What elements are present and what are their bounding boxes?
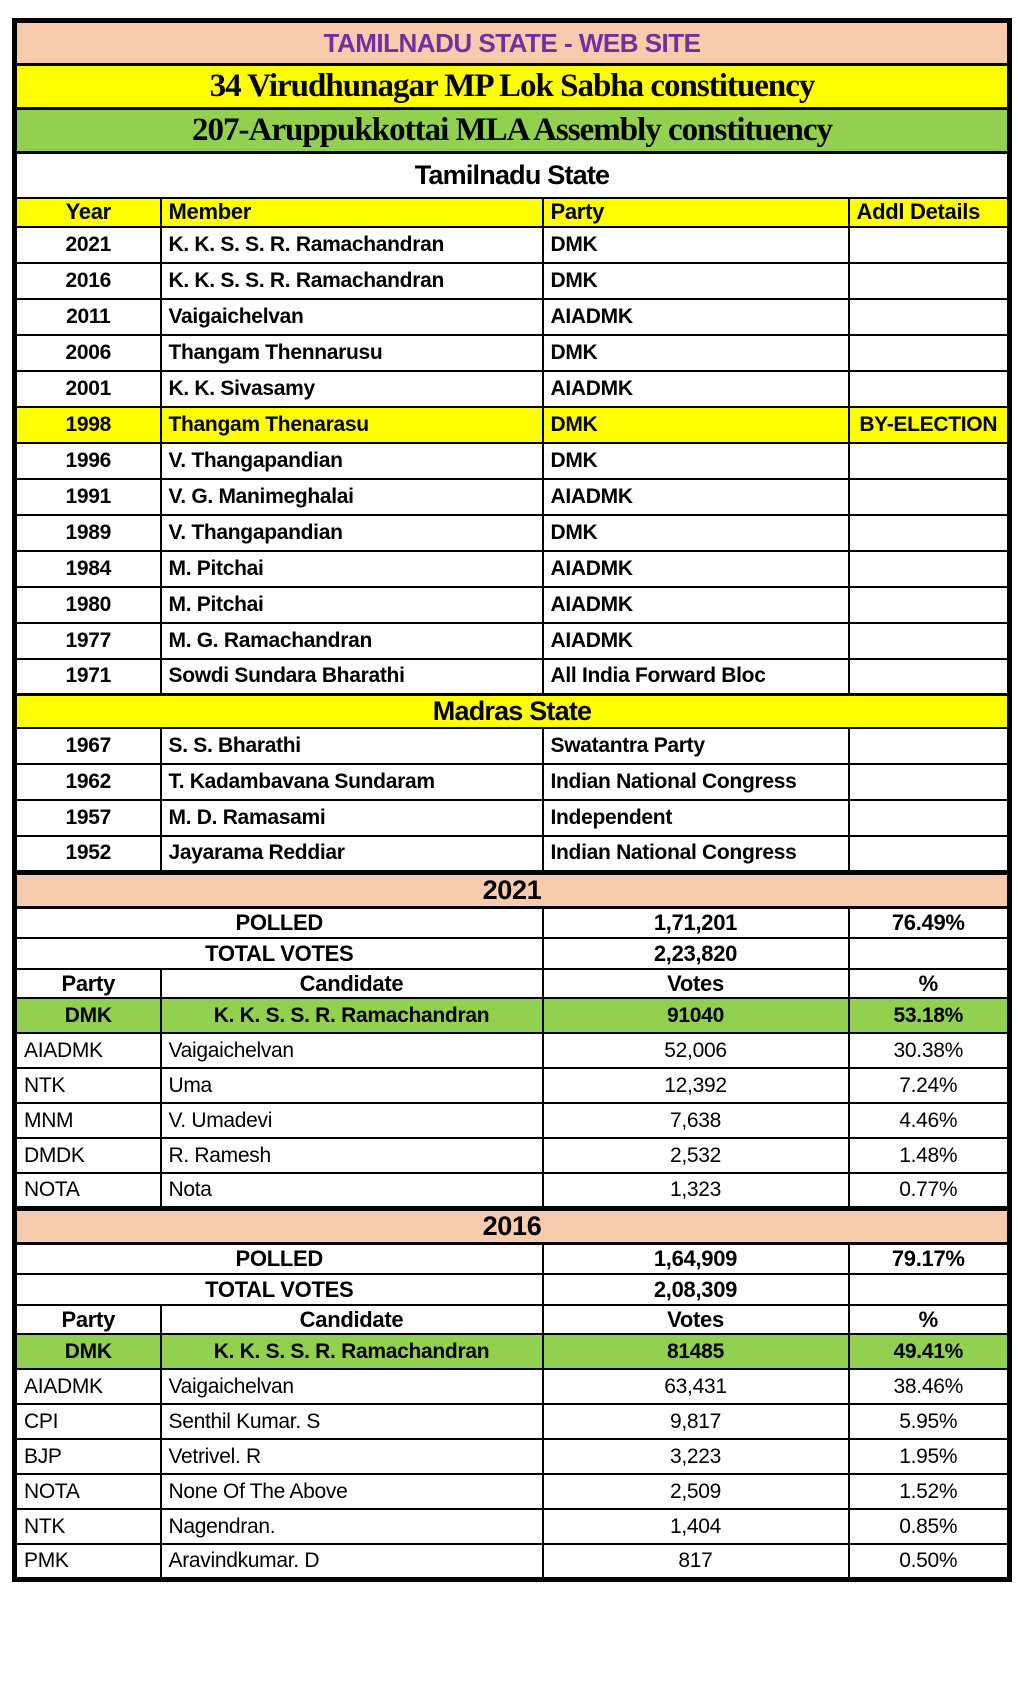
result-percent-cell: 0.50% bbox=[849, 1544, 1010, 1579]
member-addl-details-cell bbox=[849, 263, 1010, 299]
member-party-cell: Swatantra Party bbox=[543, 728, 849, 764]
member-name-cell: M. D. Ramasami bbox=[161, 800, 543, 836]
member-row bbox=[15, 263, 1010, 299]
member-year-cell: 2006 bbox=[15, 335, 161, 371]
member-year-cell: 1952 bbox=[15, 836, 161, 872]
total-votes-cell: 2,23,820 bbox=[543, 938, 849, 969]
tamilnadu-state-heading: Tamilnadu State bbox=[15, 153, 1010, 198]
result-candidate-cell: Vetrivel. R bbox=[161, 1439, 543, 1474]
member-year-cell: 1971 bbox=[15, 659, 161, 695]
member-addl-details-cell bbox=[849, 479, 1010, 515]
election-sheet bbox=[12, 18, 1012, 1582]
member-year-cell: 2021 bbox=[15, 227, 161, 263]
result-percent-cell: 7.24% bbox=[849, 1068, 1010, 1103]
member-name-cell: M. Pitchai bbox=[161, 587, 543, 623]
member-name-cell: Jayarama Reddiar bbox=[161, 836, 543, 872]
result-row bbox=[15, 1509, 1010, 1544]
result-votes-cell: 2,509 bbox=[543, 1474, 849, 1509]
result-row bbox=[15, 1033, 1010, 1068]
result-candidate-cell: Nagendran. bbox=[161, 1509, 543, 1544]
polled-row bbox=[15, 907, 1010, 938]
results-header-party: Party bbox=[15, 1305, 161, 1334]
result-party-cell: MNM bbox=[15, 1103, 161, 1138]
election-year-banner: 2016 bbox=[15, 1208, 1010, 1243]
member-addl-details-cell: BY-ELECTION bbox=[849, 407, 1010, 443]
result-votes-cell: 91040 bbox=[543, 998, 849, 1033]
results-header-percent: % bbox=[849, 969, 1010, 998]
results-header-row bbox=[15, 1305, 1010, 1334]
polled-percent-cell: 79.17% bbox=[849, 1243, 1010, 1274]
member-addl-details-cell bbox=[849, 836, 1010, 872]
result-candidate-cell: K. K. S. S. R. Ramachandran bbox=[161, 998, 543, 1033]
result-party-cell: DMK bbox=[15, 1334, 161, 1369]
member-party-cell: AIADMK bbox=[543, 551, 849, 587]
member-party-cell: AIADMK bbox=[543, 479, 849, 515]
member-row bbox=[15, 371, 1010, 407]
member-name-cell: V. Thangapandian bbox=[161, 443, 543, 479]
result-votes-cell: 7,638 bbox=[543, 1103, 849, 1138]
member-year-cell: 2016 bbox=[15, 263, 161, 299]
polled-label-cell: POLLED bbox=[15, 907, 543, 938]
election-year-banner-row bbox=[15, 1208, 1010, 1243]
polled-votes-cell: 1,64,909 bbox=[543, 1243, 849, 1274]
mp-constituency-title: 34 Virudhunagar MP Lok Sabha constituency bbox=[15, 65, 1010, 109]
members-header-party: Party bbox=[543, 198, 849, 227]
result-row bbox=[15, 1439, 1010, 1474]
result-candidate-cell: Nota bbox=[161, 1173, 543, 1208]
result-votes-cell: 81485 bbox=[543, 1334, 849, 1369]
member-year-cell: 1957 bbox=[15, 800, 161, 836]
result-votes-cell: 817 bbox=[543, 1544, 849, 1579]
total-votes-label-cell: TOTAL VOTES bbox=[15, 938, 543, 969]
member-addl-details-cell bbox=[849, 551, 1010, 587]
result-party-cell: NOTA bbox=[15, 1173, 161, 1208]
result-row bbox=[15, 1474, 1010, 1509]
member-addl-details-cell bbox=[849, 623, 1010, 659]
result-party-cell: AIADMK bbox=[15, 1033, 161, 1068]
member-addl-details-cell bbox=[849, 227, 1010, 263]
member-name-cell: Thangam Thennarusu bbox=[161, 335, 543, 371]
member-row bbox=[15, 407, 1010, 443]
members-header-member: Member bbox=[161, 198, 543, 227]
result-percent-cell: 4.46% bbox=[849, 1103, 1010, 1138]
members-header-row bbox=[15, 198, 1010, 227]
member-name-cell: Thangam Thenarasu bbox=[161, 407, 543, 443]
total-votes-row bbox=[15, 1274, 1010, 1305]
election-year-banner-row bbox=[15, 872, 1010, 907]
mp-constituency-row bbox=[15, 65, 1010, 109]
polled-row bbox=[15, 1243, 1010, 1274]
result-row bbox=[15, 1138, 1010, 1173]
total-votes-row bbox=[15, 938, 1010, 969]
result-party-cell: NOTA bbox=[15, 1474, 161, 1509]
result-percent-cell: 30.38% bbox=[849, 1033, 1010, 1068]
tamilnadu-state-heading-row bbox=[15, 153, 1010, 198]
member-name-cell: K. K. Sivasamy bbox=[161, 371, 543, 407]
member-year-cell: 1962 bbox=[15, 764, 161, 800]
member-year-cell: 1984 bbox=[15, 551, 161, 587]
member-row bbox=[15, 515, 1010, 551]
polled-percent-cell: 76.49% bbox=[849, 907, 1010, 938]
member-row bbox=[15, 659, 1010, 695]
constituency-table bbox=[12, 18, 1012, 1582]
results-header-party: Party bbox=[15, 969, 161, 998]
member-row bbox=[15, 623, 1010, 659]
result-party-cell: PMK bbox=[15, 1544, 161, 1579]
member-year-cell: 2011 bbox=[15, 299, 161, 335]
result-candidate-cell: Aravindkumar. D bbox=[161, 1544, 543, 1579]
member-name-cell: V. G. Manimeghalai bbox=[161, 479, 543, 515]
member-year-cell: 1991 bbox=[15, 479, 161, 515]
member-year-cell: 2001 bbox=[15, 371, 161, 407]
result-row bbox=[15, 1544, 1010, 1579]
member-row bbox=[15, 227, 1010, 263]
total-votes-cell: 2,08,309 bbox=[543, 1274, 849, 1305]
total-votes-percent-cell bbox=[849, 938, 1010, 969]
member-row bbox=[15, 836, 1010, 872]
member-row bbox=[15, 299, 1010, 335]
total-votes-percent-cell bbox=[849, 1274, 1010, 1305]
result-votes-cell: 3,223 bbox=[543, 1439, 849, 1474]
member-year-cell: 1998 bbox=[15, 407, 161, 443]
result-votes-cell: 2,532 bbox=[543, 1138, 849, 1173]
result-row bbox=[15, 1404, 1010, 1439]
result-votes-cell: 9,817 bbox=[543, 1404, 849, 1439]
member-addl-details-cell bbox=[849, 587, 1010, 623]
election-year-banner: 2021 bbox=[15, 872, 1010, 907]
result-party-cell: DMDK bbox=[15, 1138, 161, 1173]
result-percent-cell: 49.41% bbox=[849, 1334, 1010, 1369]
member-year-cell: 1980 bbox=[15, 587, 161, 623]
member-name-cell: M. G. Ramachandran bbox=[161, 623, 543, 659]
member-addl-details-cell bbox=[849, 800, 1010, 836]
member-party-cell: DMK bbox=[543, 515, 849, 551]
polled-votes-cell: 1,71,201 bbox=[543, 907, 849, 938]
result-party-cell: CPI bbox=[15, 1404, 161, 1439]
member-name-cell: K. K. S. S. R. Ramachandran bbox=[161, 263, 543, 299]
member-addl-details-cell bbox=[849, 728, 1010, 764]
member-addl-details-cell bbox=[849, 515, 1010, 551]
member-addl-details-cell bbox=[849, 764, 1010, 800]
member-row bbox=[15, 764, 1010, 800]
member-name-cell: V. Thangapandian bbox=[161, 515, 543, 551]
result-candidate-cell: Vaigaichelvan bbox=[161, 1033, 543, 1068]
result-row bbox=[15, 998, 1010, 1033]
mla-constituency-title: 207-Aruppukkottai MLA Assembly constituency bbox=[15, 109, 1010, 153]
member-party-cell: DMK bbox=[543, 407, 849, 443]
member-party-cell: Independent bbox=[543, 800, 849, 836]
member-addl-details-cell bbox=[849, 299, 1010, 335]
member-name-cell: K. K. S. S. R. Ramachandran bbox=[161, 227, 543, 263]
member-party-cell: DMK bbox=[543, 263, 849, 299]
results-header-candidate: Candidate bbox=[161, 1305, 543, 1334]
result-party-cell: BJP bbox=[15, 1439, 161, 1474]
members-header-year: Year bbox=[15, 198, 161, 227]
member-addl-details-cell bbox=[849, 371, 1010, 407]
member-row bbox=[15, 551, 1010, 587]
member-row bbox=[15, 800, 1010, 836]
member-row bbox=[15, 443, 1010, 479]
member-party-cell: AIADMK bbox=[543, 587, 849, 623]
result-votes-cell: 12,392 bbox=[543, 1068, 849, 1103]
result-candidate-cell: K. K. S. S. R. Ramachandran bbox=[161, 1334, 543, 1369]
member-row bbox=[15, 335, 1010, 371]
mla-constituency-row bbox=[15, 109, 1010, 153]
site-banner-title: TAMILNADU STATE - WEB SITE bbox=[15, 21, 1010, 65]
member-year-cell: 1989 bbox=[15, 515, 161, 551]
result-percent-cell: 0.85% bbox=[849, 1509, 1010, 1544]
result-percent-cell: 1.52% bbox=[849, 1474, 1010, 1509]
result-percent-cell: 1.95% bbox=[849, 1439, 1010, 1474]
member-row bbox=[15, 479, 1010, 515]
results-header-percent: % bbox=[849, 1305, 1010, 1334]
results-header-votes: Votes bbox=[543, 969, 849, 998]
total-votes-label-cell: TOTAL VOTES bbox=[15, 1274, 543, 1305]
result-candidate-cell: None Of The Above bbox=[161, 1474, 543, 1509]
result-candidate-cell: R. Ramesh bbox=[161, 1138, 543, 1173]
result-candidate-cell: V. Umadevi bbox=[161, 1103, 543, 1138]
member-name-cell: Vaigaichelvan bbox=[161, 299, 543, 335]
member-row bbox=[15, 728, 1010, 764]
result-row bbox=[15, 1173, 1010, 1208]
member-name-cell: S. S. Bharathi bbox=[161, 728, 543, 764]
member-addl-details-cell bbox=[849, 659, 1010, 695]
member-addl-details-cell bbox=[849, 443, 1010, 479]
member-year-cell: 1996 bbox=[15, 443, 161, 479]
result-candidate-cell: Uma bbox=[161, 1068, 543, 1103]
result-candidate-cell: Senthil Kumar. S bbox=[161, 1404, 543, 1439]
member-name-cell: Sowdi Sundara Bharathi bbox=[161, 659, 543, 695]
madras-state-heading: Madras State bbox=[15, 695, 1010, 729]
result-party-cell: NTK bbox=[15, 1068, 161, 1103]
member-name-cell: T. Kadambavana Sundaram bbox=[161, 764, 543, 800]
result-row bbox=[15, 1334, 1010, 1369]
madras-state-heading-row bbox=[15, 695, 1010, 729]
result-percent-cell: 1.48% bbox=[849, 1138, 1010, 1173]
result-row bbox=[15, 1103, 1010, 1138]
member-party-cell: All India Forward Bloc bbox=[543, 659, 849, 695]
results-header-row bbox=[15, 969, 1010, 998]
member-year-cell: 1967 bbox=[15, 728, 161, 764]
polled-label-cell: POLLED bbox=[15, 1243, 543, 1274]
result-candidate-cell: Vaigaichelvan bbox=[161, 1369, 543, 1404]
results-header-votes: Votes bbox=[543, 1305, 849, 1334]
result-percent-cell: 0.77% bbox=[849, 1173, 1010, 1208]
result-row bbox=[15, 1068, 1010, 1103]
member-name-cell: M. Pitchai bbox=[161, 551, 543, 587]
result-percent-cell: 5.95% bbox=[849, 1404, 1010, 1439]
member-party-cell: DMK bbox=[543, 227, 849, 263]
member-party-cell: DMK bbox=[543, 443, 849, 479]
site-banner-row bbox=[15, 21, 1010, 65]
member-addl-details-cell bbox=[849, 335, 1010, 371]
result-votes-cell: 52,006 bbox=[543, 1033, 849, 1068]
result-party-cell: NTK bbox=[15, 1509, 161, 1544]
result-percent-cell: 53.18% bbox=[849, 998, 1010, 1033]
result-votes-cell: 1,323 bbox=[543, 1173, 849, 1208]
result-row bbox=[15, 1369, 1010, 1404]
member-party-cell: AIADMK bbox=[543, 623, 849, 659]
result-party-cell: DMK bbox=[15, 998, 161, 1033]
result-percent-cell: 38.46% bbox=[849, 1369, 1010, 1404]
result-votes-cell: 1,404 bbox=[543, 1509, 849, 1544]
result-votes-cell: 63,431 bbox=[543, 1369, 849, 1404]
member-party-cell: Indian National Congress bbox=[543, 764, 849, 800]
member-party-cell: AIADMK bbox=[543, 371, 849, 407]
member-party-cell: Indian National Congress bbox=[543, 836, 849, 872]
member-row bbox=[15, 587, 1010, 623]
results-header-candidate: Candidate bbox=[161, 969, 543, 998]
member-party-cell: DMK bbox=[543, 335, 849, 371]
members-header-addl-details: Addl Details bbox=[849, 198, 1010, 227]
member-party-cell: AIADMK bbox=[543, 299, 849, 335]
result-party-cell: AIADMK bbox=[15, 1369, 161, 1404]
member-year-cell: 1977 bbox=[15, 623, 161, 659]
